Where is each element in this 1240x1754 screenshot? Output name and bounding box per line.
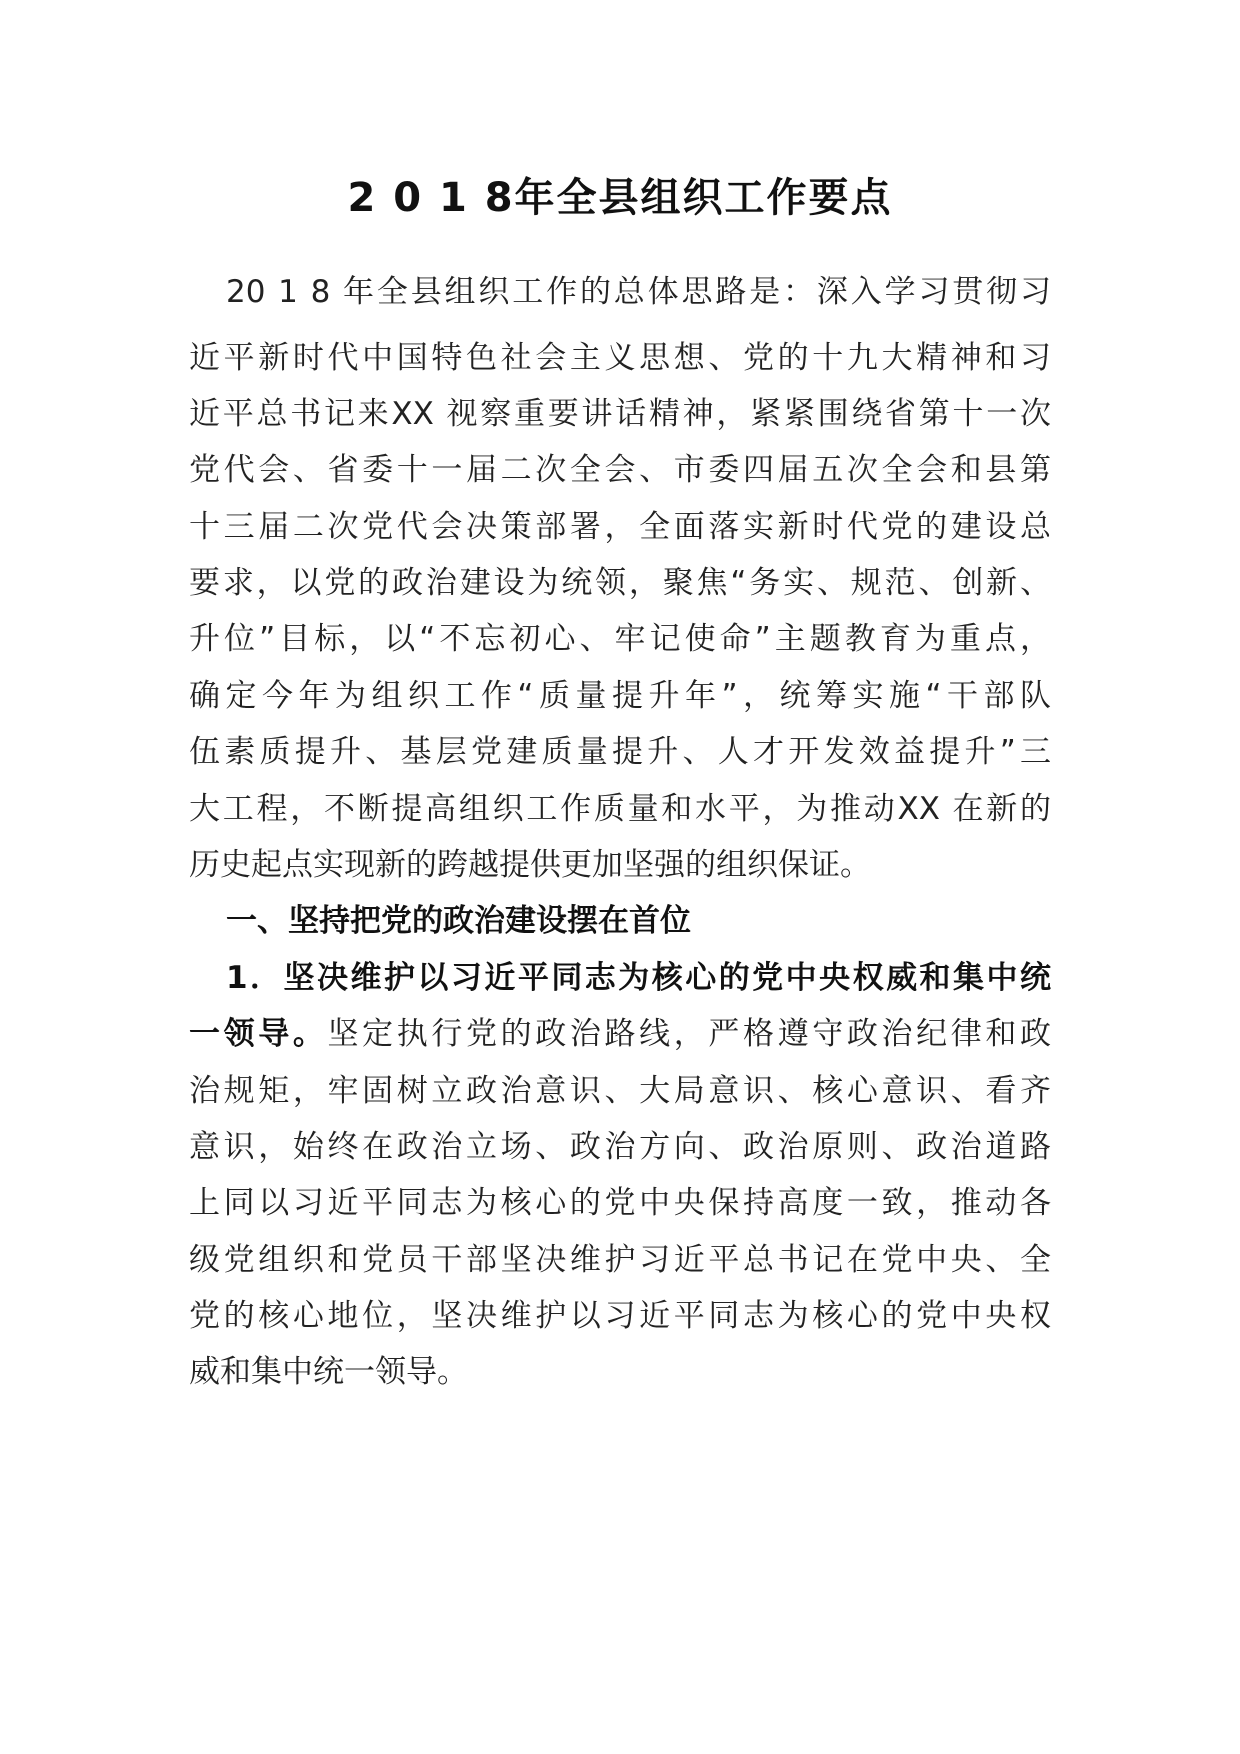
item-text: 坚定执行党的政治路线，严格遵守政治纪律和政 <box>327 1016 1051 1052</box>
item-heading: 1．坚决维护以习近平同志为核心的党中央权威和集中统 <box>226 960 1051 996</box>
item-heading-end: 一领导。 <box>189 1016 328 1052</box>
item-line: 党的核心地位，坚决维护以习近平同志为核心的党中央权 <box>189 1298 1051 1334</box>
item-line: 威和集中统一领导。 <box>189 1354 468 1390</box>
section-heading: 一、坚持把党的政治建设摆在首位 <box>226 903 691 939</box>
intro-line: 大工程，不断提高组织工作质量和水平，为推动XX 在新的 <box>189 791 1051 827</box>
intro-line: 20 1 8 年全县组织工作的总体思路是：深入学习贯彻习 <box>226 274 1051 310</box>
item-line: 级党组织和党员干部坚决维护习近平总书记在党中央、全 <box>189 1242 1051 1278</box>
intro-line: 确定今年为组织工作“质量提升年”，统筹实施“干部队 <box>189 678 1051 714</box>
item-line: 上同以习近平同志为核心的党中央保持高度一致，推动各 <box>189 1185 1051 1221</box>
intro-line: 升位”目标，以“不忘初心、牢记使命”主题教育为重点， <box>189 621 1051 657</box>
intro-line: 近平新时代中国特色社会主义思想、党的十九大精神和习 <box>189 340 1051 376</box>
item-line: 意识，始终在政治立场、政治方向、政治原则、政治道路 <box>189 1129 1051 1165</box>
intro-line: 伍素质提升、基层党建质量提升、人才开发效益提升”三 <box>189 734 1051 770</box>
item-line: 治规矩，牢固树立政治意识、大局意识、核心意识、看齐 <box>189 1073 1051 1109</box>
intro-line: 近平总书记来XX 视察重要讲话精神，紧紧围绕省第十一次 <box>189 396 1051 432</box>
intro-line: 要求，以党的政治建设为统领，聚焦“务实、规范、创新、 <box>189 565 1051 601</box>
document-title: 2 0 1 8年全县组织工作要点 <box>347 175 893 221</box>
intro-line: 历史起点实现新的跨越提供更加坚强的组织保证。 <box>189 847 871 883</box>
intro-line: 十三届二次党代会决策部署，全面落实新时代党的建设总 <box>189 509 1051 545</box>
intro-line: 党代会、省委十一届二次全会、市委四届五次全会和县第 <box>189 452 1051 488</box>
